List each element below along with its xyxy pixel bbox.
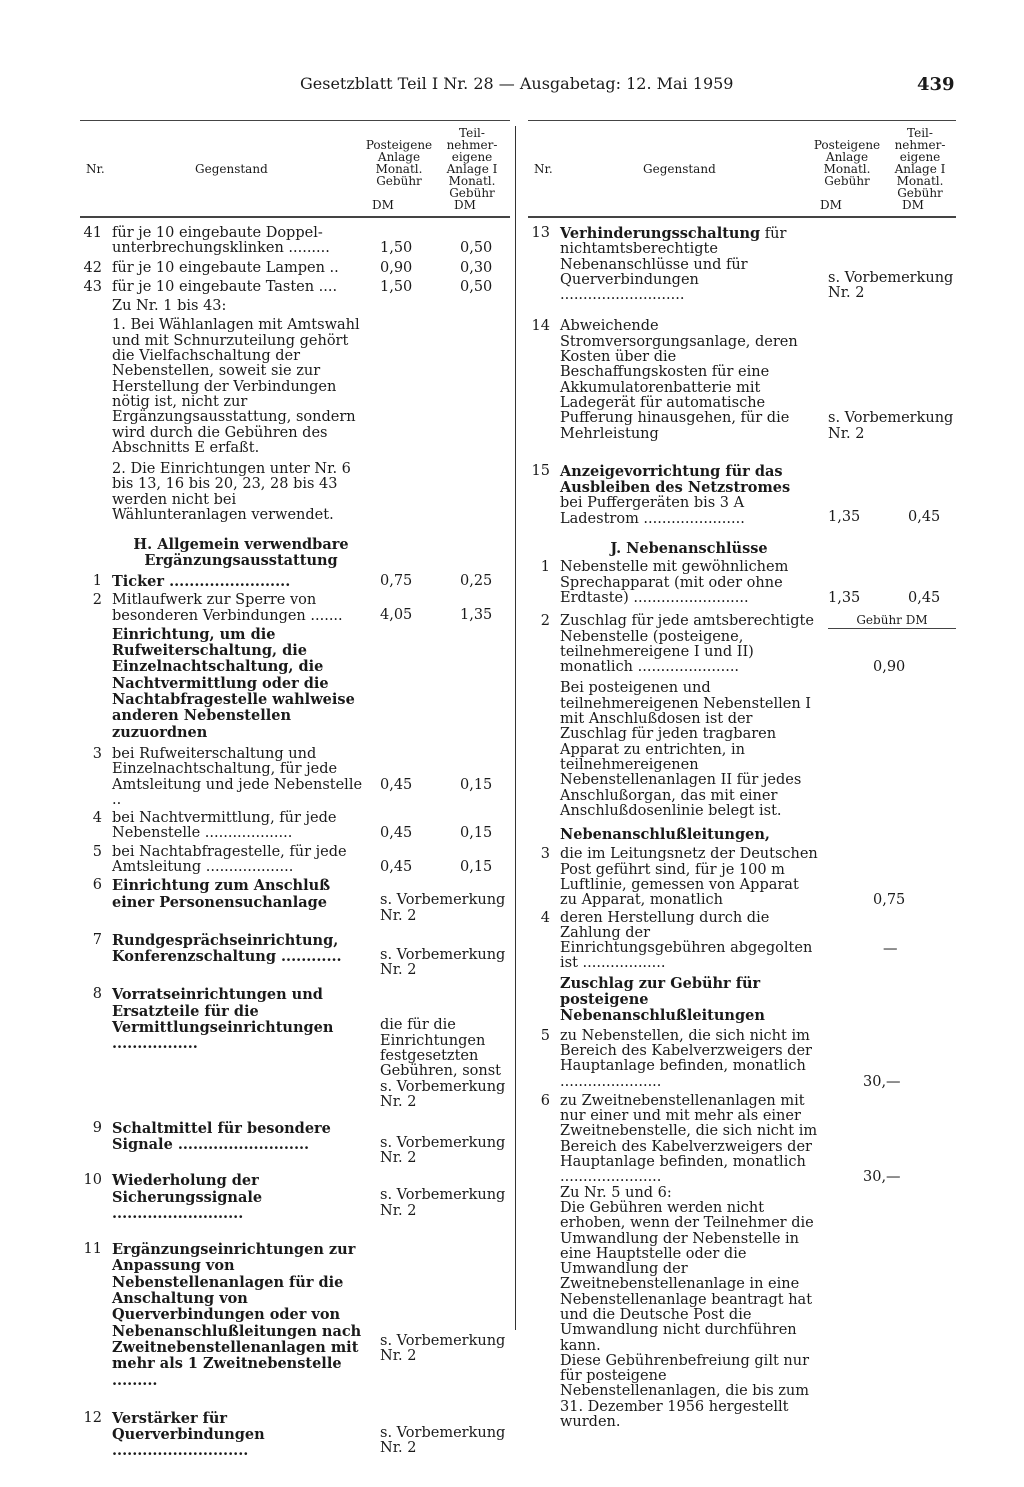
table-row: 11 Ergänzungseinrichtungen zur Anpassung von Nebenstellenanlagen für die Anschaltung von Querverbindungen oder von Nebenanschlußleitungen nach Zweitnebenstellenanlagen mit mehr als 1 Zweitnebenstelle ......... s. Vorbemerkung Nr. 2 bbox=[83, 1241, 506, 1389]
row-text: für nichtamtsberechtigte Nebenanschlüsse und für Querverbindungen ........................... bbox=[560, 226, 787, 304]
column-divider bbox=[515, 126, 516, 1330]
header-teilnehmereigene: Teil- nehmer- eigene Anlage I Monatl. Gebühr bbox=[446, 126, 498, 200]
header-unit: DM bbox=[454, 198, 476, 212]
table-row: 5 zu Nebenstellen, die sich nicht im Bereich des Kabelverzweigers der Hauptanlage befinden, monatlich ...................... 30,— bbox=[540, 1027, 901, 1090]
table-row: 3 bei Rufweiterschaltung und Einzelnachtschaltung, für jede Amtsleitung und jede Nebenstelle .. 0,45 0,15 bbox=[92, 745, 493, 808]
table-row: 15 Anzeigevorrichtung für das Ausbleiben des Netzstromes bei Puffergeräten bis 3 A Ladestrom ...................... 1,35 0,45 bbox=[531, 462, 941, 527]
section-heading-h: H. Allgemein verwendbare Ergänzungsausstattung bbox=[133, 536, 349, 569]
header-gegenstand: Gegenstand bbox=[643, 162, 716, 176]
running-header: Gesetzblatt Teil I Nr. 28 — Ausgabetag: 12. Mai 1959 bbox=[300, 74, 734, 93]
table-row: Nebenanschlußleitungen, bbox=[560, 826, 770, 844]
table-row: 4 deren Herstellung durch die Zahlung der Einrichtungsgebühren abgegolten ist .................. — bbox=[540, 909, 898, 972]
table-row: Einrichtung, um die Rufweiterschaltung, die Einzelnachtschaltung, die Nachtvermittlung oder die Nachtabfragestelle wahlweise anderen Nebenstellen zuzuordnen bbox=[112, 625, 355, 741]
table-row: 1 Nebenstelle mit gewöhnlichem Sprechapparat (mit oder ohne Erdtaste) ......................... 1,35 0,45 bbox=[540, 559, 941, 607]
header-unit: DM bbox=[372, 198, 394, 212]
table-row: 6 Einrichtung zum Anschluß einer Personensuchanlage s. Vorbemerkung Nr. 2 bbox=[92, 877, 506, 924]
note: 1. Bei Wählanlagen mit Amtswahl und mit Schnurzuteilung gehört die Vielfachschaltung der Nebenstellen, soweit sie zur Herstellung der Verbindungen nötig ist, nicht zur Ergänzungsausstattung, sondern wird durch die Gebühren des Abschnitts E erfaßt. bbox=[112, 317, 360, 456]
table-header bbox=[528, 120, 956, 218]
table-row: 41 für je 10 eingebaute Doppel- unterbrechungsklinken ......... 1,50 0,50 bbox=[83, 225, 493, 257]
table-row: 10 Wiederholung der Sicherungssignale .......................... s. Vorbemerkung Nr. 2 bbox=[83, 1172, 506, 1222]
table-row: 43 für je 10 eingebaute Tasten .... 1,50 0,50 bbox=[83, 278, 493, 295]
right-column bbox=[528, 120, 956, 1430]
table-row: Zuschlag zur Gebühr für posteigene Nebenanschlußleitungen bbox=[560, 974, 765, 1025]
table-row: 3 die im Leitungsnetz der Deutschen Post geführt sind, für je 100 m Luftlinie, gemessen von Apparat zu Apparat, monatlich 0,75 bbox=[540, 846, 906, 909]
header-nr: Nr. bbox=[534, 162, 553, 176]
header-unit: DM bbox=[820, 198, 842, 212]
table-row: 6 zu Zweitnebenstellenanlagen mit nur einer und mit mehr als einer Zweitnebenstelle, die sich nicht im Bereich des Kabelverzweigers der Hauptanlage befinden, monatlich ...................... 30,— bbox=[540, 1092, 901, 1186]
note: 2. Die Einrichtungen unter Nr. 6 bis 13, 16 bis 20, 23, 28 bis 43 werden nicht bei Wählunteranlagen verwendet. bbox=[112, 461, 351, 524]
table-row: 7 Rundgesprächseinrichtung, Konferenzschaltung ............ s. Vorbemerkung Nr. 2 bbox=[92, 931, 506, 979]
table-row: 12 Verstärker für Querverbindungen ........................... s. Vorbemerkung Nr. 2 bbox=[83, 1409, 506, 1460]
note: Die Gebühren werden nicht erhoben, wenn der Teilnehmer die Umwandlung der Nebenstelle in eine Hauptstelle oder die Umwandlung der Zweitnebenstellenanlage in eine Nebenstellenanlage beantragt hat und die Deutsche Post die Umwandlung nicht durchführen kann. bbox=[560, 1199, 814, 1354]
page-number: 439 bbox=[917, 74, 955, 95]
header-unit: DM bbox=[902, 198, 924, 212]
left-column bbox=[80, 120, 510, 1460]
section-heading-j: J. Nebenanschlüsse bbox=[610, 540, 768, 558]
table-row: 2 Mitlaufwerk zur Sperre von besonderen Verbindungen ....... 4,05 1,35 bbox=[92, 592, 493, 624]
table-row: 1 Ticker ........................ 0,75 0,25 bbox=[92, 572, 493, 590]
header-nr: Nr. bbox=[86, 162, 105, 176]
table-row: 8 Vorratseinrichtungen und Ersatzteile für die Vermittlungseinrichtungen ................. die für die Einrichtungen festgesetzten Gebühren, sonst s. Vorbemerkung Nr. 2 bbox=[92, 986, 506, 1110]
table-row: 5 bei Nachtabfragestelle, für jede Amtsleitung ................... 0,45 0,15 bbox=[92, 843, 493, 875]
table-row: 14 Abweichende Stromversorgungsanlage, deren Kosten über die Beschaffungskosten für eine Akkumulatorenbatterie mit Ladegerät für automatische Pufferung hinausgehen, für die Mehrleistung s. Vorbemerkung Nr. 2 bbox=[531, 318, 954, 442]
note: Bei posteigenen und teilnehmereigenen Nebenstellen I mit Anschlußdosen ist der Zuschlag für jeden tragbaren Apparat zu entrichten, in teilnehmereigenen Nebenstellenanlagen II für jedes Anschlußorgan, das mit einer Anschlußdosenlinie belegt ist. bbox=[560, 680, 812, 819]
table-row: 2 Zuschlag für jede amtsberechtigte Nebenstelle (posteigene, teilnehmereigene I und II) monatlich ...................... Gebühr DM 0,90 bbox=[528, 614, 956, 675]
header-posteigene: Posteigene Anlage Monatl. Gebühr bbox=[365, 138, 433, 188]
note-heading: Zu Nr. 1 bis 43: bbox=[112, 298, 227, 315]
header-teilnehmereigene: Teil- nehmer- eigene Anlage I Monatl. Gebühr bbox=[894, 126, 946, 200]
table-row: 9 Schaltmittel für besondere Signale .......................... s. Vorbemerkung Nr. 2 bbox=[92, 1119, 506, 1166]
note: Diese Gebührenbefreiung gilt nur für posteigene Nebenstellenanlagen, die bis zum 31. Dezember 1956 hergestellt wurden. bbox=[560, 1352, 810, 1431]
header-posteigene: Posteigene Anlage Monatl. Gebühr bbox=[813, 138, 881, 188]
table-header bbox=[80, 120, 510, 218]
table-row: 4 bei Nachtvermittlung, für jede Nebenstelle ................... 0,45 0,15 bbox=[92, 810, 493, 842]
note-heading: Zu Nr. 5 und 6: bbox=[560, 1184, 672, 1201]
header-gegenstand: Gegenstand bbox=[195, 162, 268, 176]
table-row: 42 für je 10 eingebaute Lampen .. 0,90 0,30 bbox=[83, 259, 493, 276]
table-row: 13 Verhinderungsschaltung für nichtamtsberechtigte Nebenanschlüsse und für Querverbindungen ........................... s. Vorbemerkung Nr. 2 bbox=[531, 225, 954, 304]
